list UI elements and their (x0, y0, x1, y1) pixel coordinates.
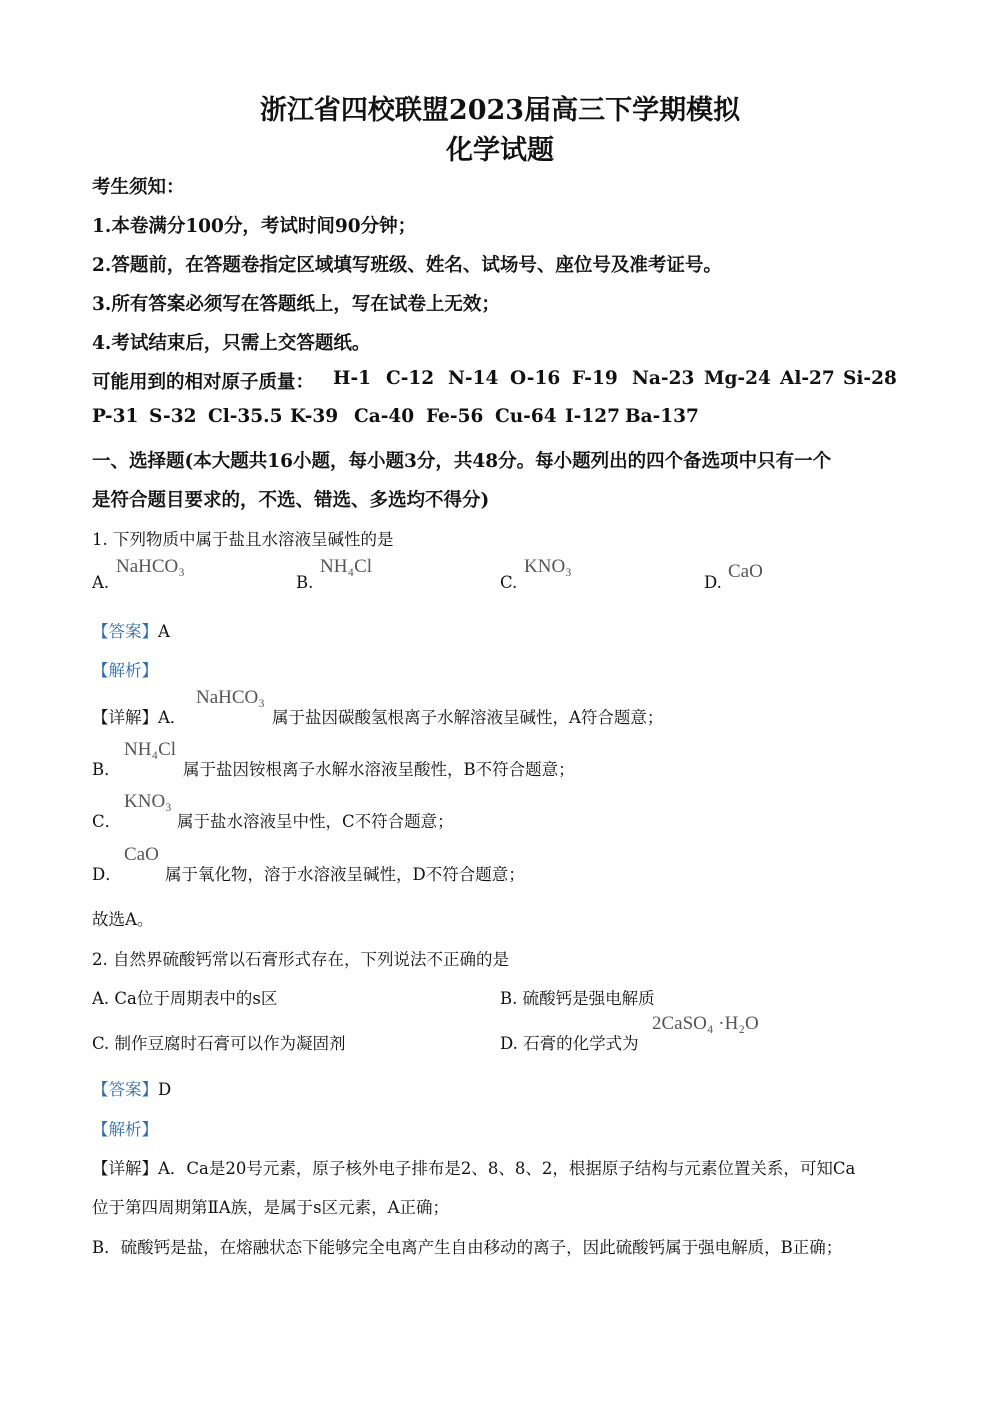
atomic-mass-entry: S-32 (149, 406, 197, 427)
atomic-mass-entry: Na-23 (632, 368, 695, 389)
atomic-mass-entry: Ca-40 (354, 406, 415, 427)
answer-value: D (158, 1080, 172, 1099)
answer-line (92, 618, 170, 642)
detail-text: 属于盐水溶液呈中性，C不符合题意； (177, 812, 454, 831)
detail-letter: D． (92, 865, 122, 884)
atomic-mass-entry: N-14 (448, 368, 499, 389)
option-letter: B. (296, 573, 314, 592)
atomic-mass-entry: Cu-64 (495, 406, 557, 427)
analysis-tag: 【解析】 (92, 1120, 158, 1139)
option-b: B. 硫酸钙是强电解质 (500, 989, 655, 1008)
atomic-mass-entry: O-16 (510, 368, 561, 389)
detail-text: 【详解】A．Ca是20号元素，原子核外电子排布是2、8、8、2，根据原子结构与元素位置关系，可知Ca (92, 1159, 856, 1178)
option-letter: D. (704, 573, 722, 592)
atomic-mass-entry: Mg-24 (704, 368, 771, 389)
atomic-mass-entry: P-31 (92, 406, 139, 427)
option-letter: A. (92, 573, 110, 592)
atomic-mass-entry: I-127 (565, 406, 620, 427)
chem-formula: NaHCO₃ (196, 687, 265, 708)
option-letter: C. (500, 573, 518, 592)
conclusion: 故选A。 (92, 910, 154, 929)
chem-formula: CaO (728, 561, 763, 582)
atomic-mass-entry: Si-28 (843, 368, 897, 389)
section-heading-cont: 是符合题目要求的，不选、错选、多选均不得分) (92, 490, 490, 511)
detail-text: 属于氧化物，溶于水溶液呈碱性，D不符合题意； (165, 865, 525, 884)
exam-subtitle: 化学试题 (446, 135, 554, 166)
chem-formula: CaO (124, 844, 159, 865)
detail-text: 属于盐因碳酸氢根离子水解溶液呈碱性，A符合题意； (272, 708, 664, 727)
atomic-mass-entry: Al-27 (780, 368, 835, 389)
notice-heading: 考生须知： (92, 177, 185, 198)
answer-tag: 【答案】 (92, 622, 158, 641)
notice-item: 2.答题前，在答题卷指定区域填写班级、姓名、试场号、座位号及准考证号。 (92, 255, 722, 276)
analysis-tag: 【解析】 (92, 661, 158, 680)
answer-value: A (158, 622, 170, 641)
atomic-mass-entry: C-12 (386, 368, 435, 389)
detail-text: B．硫酸钙是盐，在熔融状态下能够完全电离产生自由移动的离子，因此硫酸钙属于强电解质，B正确； (92, 1238, 843, 1257)
atomic-mass-entry: H-1 (333, 368, 372, 389)
atomic-mass-entry: Cl-35.5 (208, 406, 283, 427)
option-a: A. Ca位于周期表中的s区 (92, 989, 278, 1008)
chem-formula: KNO₃ (524, 556, 572, 577)
exam-title: 浙江省四校联盟2023届高三下学期模拟 (259, 95, 741, 126)
atomic-mass-entry: Fe-56 (426, 406, 484, 427)
chem-formula: NH₄Cl (320, 556, 373, 577)
atomic-mass-label: 可能用到的相对原子质量： (92, 372, 315, 393)
option-d: D. 石膏的化学式为 (500, 1034, 639, 1053)
notice-item: 1.本卷满分100分，考试时间90分钟； (92, 216, 417, 237)
question-2-stem: 2. 自然界硫酸钙常以石膏形式存在，下列说法不正确的是 (92, 950, 509, 969)
chem-formula: NH₄Cl (124, 739, 177, 760)
atomic-mass-entry: F-19 (572, 368, 618, 389)
notice-item: 4.考试结束后，只需上交答题纸。 (92, 333, 371, 354)
detail-text: 属于盐因铵根离子水解水溶液呈酸性，B不符合题意； (183, 760, 575, 779)
chem-formula: KNO₃ (124, 791, 172, 812)
detail-letter: B． (92, 760, 121, 779)
atomic-mass-entry: Ba-137 (625, 406, 699, 427)
atomic-mass-row-1 (333, 368, 897, 389)
answer-line (92, 1076, 171, 1100)
atomic-mass-entry: K-39 (290, 406, 339, 427)
notice-item: 3.所有答案必须写在答题纸上，写在试卷上无效； (92, 294, 500, 315)
chem-formula: 2CaSO₄ ·H₂O (652, 1013, 759, 1034)
answer-tag: 【答案】 (92, 1080, 158, 1099)
question-1-stem: 1. 下列物质中属于盐且水溶液呈碱性的是 (92, 530, 394, 549)
detail-text: 位于第四周期第ⅡA族，是属于s区元素，A正确； (92, 1198, 450, 1217)
detail-letter: C． (92, 812, 122, 831)
section-heading: 一、选择题(本大题共16小题，每小题3分，共48分。每小题列出的四个备选项中只有一个 (92, 451, 832, 472)
detail-tag: 【详解】A． (92, 708, 187, 727)
atomic-mass-row-2 (92, 406, 699, 427)
option-c: C. 制作豆腐时石膏可以作为凝固剂 (92, 1034, 346, 1053)
chem-formula: NaHCO₃ (116, 556, 185, 577)
